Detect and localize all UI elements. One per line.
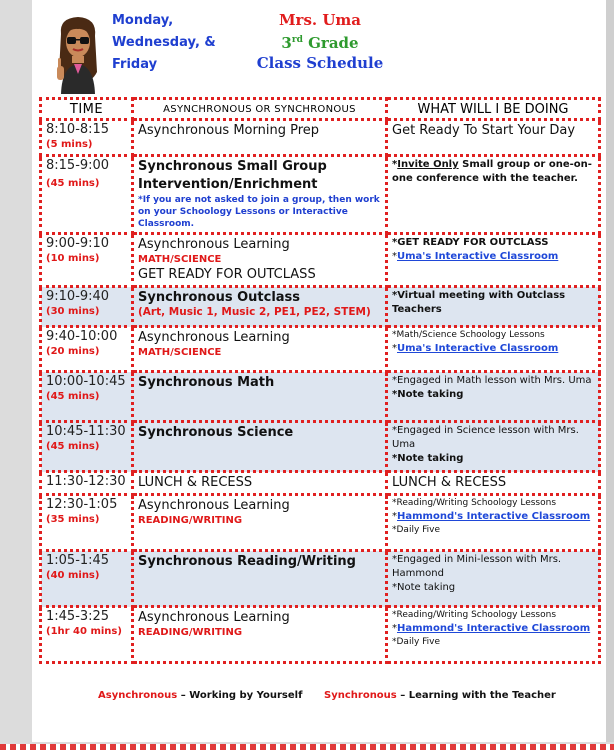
activity: Synchronous Small Group Intervention/Enrichment	[138, 159, 327, 192]
time-cell: 1:05-1:45	[46, 553, 110, 568]
table-row	[41, 156, 600, 234]
what-link-line: *Hammond's Interactive Classroom	[392, 623, 591, 634]
duration: (45 mins)	[46, 391, 100, 402]
subject: (Art, Music 1, Music 2, PE1, PE2, STEM)	[138, 306, 371, 318]
what-text: *Note taking	[392, 453, 464, 464]
time-cell: 11:30-12:30	[46, 474, 126, 489]
duration: (45 mins)	[46, 441, 100, 452]
interactive-classroom-link[interactable]: Hammond's Interactive Classroom	[397, 623, 591, 634]
column-header-time: TIME	[41, 99, 133, 120]
activity: LUNCH & RECESS	[138, 475, 253, 490]
what-text: LUNCH & RECESS	[392, 475, 507, 490]
duration: (20 mins)	[46, 346, 100, 357]
legend-async-desc: – Working by Yourself	[177, 690, 303, 701]
duration: (40 mins)	[46, 570, 100, 581]
what-text: *Daily Five	[392, 637, 441, 647]
day-line: Friday	[112, 57, 158, 72]
what-link-line: *Uma's Interactive Classroom	[392, 251, 559, 262]
activity: Synchronous Outclass	[138, 290, 301, 305]
what-text: *Note taking	[392, 582, 456, 593]
invite-only: Invite Only	[397, 159, 459, 170]
day-line: Wednesday, &	[112, 35, 216, 50]
activity: Asynchronous Learning	[138, 237, 290, 252]
time-cell: 9:00-9:10	[46, 236, 110, 251]
time-cell: 8:10-8:15	[46, 122, 110, 137]
page-edge-shadow	[606, 0, 614, 742]
table-row	[41, 287, 600, 327]
interactive-classroom-link[interactable]: Uma's Interactive Classroom	[397, 251, 559, 262]
subject: MATH/SCIENCE	[138, 347, 222, 358]
table-row	[41, 551, 600, 607]
legend-sync	[324, 690, 556, 701]
what-text: *Engaged in Mini-lesson with Mrs. Hammond	[392, 554, 562, 579]
page-title	[240, 10, 400, 73]
what-text: *Daily Five	[392, 525, 441, 535]
table-row	[41, 372, 600, 422]
time-cell: 10:45-11:30	[46, 424, 126, 439]
table-row	[41, 495, 600, 551]
what-text: *Engaged in Math lesson with Mrs. Uma	[392, 375, 592, 386]
schedule-title: Class Schedule	[256, 54, 384, 72]
table-row	[41, 422, 600, 472]
column-header-what: WHAT WILL I BE DOING	[387, 99, 600, 120]
duration: (1hr 40 mins)	[46, 626, 122, 637]
day-line: Monday,	[112, 13, 174, 28]
teacher-name: Mrs. Uma	[278, 11, 362, 29]
time-cell: 10:00-10:45	[46, 374, 126, 389]
legend-sync-word: Synchronous	[324, 690, 397, 701]
time-cell: 1:45-3:25	[46, 609, 110, 624]
interactive-classroom-link[interactable]: Hammond's Interactive Classroom	[397, 511, 591, 522]
subject: READING/WRITING	[138, 627, 243, 638]
what-link-line: *Hammond's Interactive Classroom	[392, 511, 591, 522]
what-text: *Reading/Writing Schoology Lessons	[392, 498, 557, 508]
grade-word: Grade	[302, 34, 359, 52]
class-schedule-table	[39, 97, 601, 664]
grade-suffix: rd	[291, 35, 303, 45]
what-text: *Reading/Writing Schoology Lessons	[392, 610, 557, 620]
what-text: *Math/Science Schoology Lessons	[392, 330, 545, 340]
activity: Asynchronous Morning Prep	[138, 123, 320, 138]
activity: Asynchronous Learning	[138, 498, 290, 513]
table-row	[41, 120, 600, 156]
duration: (30 mins)	[46, 306, 100, 317]
time-cell: 9:40-10:00	[46, 329, 118, 344]
legend-sync-desc: – Learning with the Teacher	[396, 690, 556, 701]
subject: MATH/SCIENCE	[138, 254, 222, 265]
teacher-avatar	[55, 14, 101, 94]
grade-label	[240, 30, 400, 53]
what-prefix: *	[392, 159, 398, 170]
what-text: *Virtual meeting with Outclass Teachers	[392, 290, 566, 315]
table-row	[41, 327, 600, 372]
legend-async-word: Asynchronous	[98, 690, 178, 701]
column-header-mode: ASYNCHRONOUS OR SYNCHRONOUS	[133, 99, 387, 120]
what-text: *Engaged in Science lesson with Mrs. Uma	[392, 425, 579, 450]
legend-async	[98, 690, 302, 701]
days-of-week	[112, 10, 252, 76]
what-text: *Note taking	[392, 389, 464, 400]
duration: (35 mins)	[46, 514, 100, 525]
table-row	[41, 234, 600, 287]
duration: (45 mins)	[46, 178, 100, 189]
what-text: Get Ready To Start Your Day	[392, 123, 576, 138]
bottom-dashed-border	[0, 744, 614, 750]
grade-number: 3	[281, 34, 292, 52]
activity-extra: GET READY FOR OUTCLASS	[138, 267, 316, 282]
what-text: *GET READY FOR OUTCLASS	[392, 237, 549, 248]
activity: Synchronous Science	[138, 425, 294, 440]
table-row	[41, 472, 600, 495]
activity: Asynchronous Learning	[138, 610, 290, 625]
table-row	[41, 607, 600, 663]
activity: Synchronous Math	[138, 375, 275, 390]
what-rest: Small group or one-on-one conference with the teacher.	[392, 159, 592, 184]
duration: (5 mins)	[46, 139, 93, 150]
interactive-classroom-link[interactable]: Uma's Interactive Classroom	[397, 343, 559, 354]
time-cell: 9:10-9:40	[46, 289, 110, 304]
time-cell: 12:30-1:05	[46, 497, 118, 512]
subject: READING/WRITING	[138, 515, 243, 526]
duration: (10 mins)	[46, 253, 100, 264]
activity: Asynchronous Learning	[138, 330, 290, 345]
time-cell: 8:15-9:00	[46, 158, 110, 173]
what-link-line: *Uma's Interactive Classroom	[392, 343, 559, 354]
what-text	[392, 158, 594, 186]
table-header-row	[41, 99, 600, 120]
activity: Synchronous Reading/Writing	[138, 554, 356, 569]
activity-note: *If you are not asked to join a group, then work on your Schoology Lessons or Interactive Classroom.	[138, 195, 380, 229]
